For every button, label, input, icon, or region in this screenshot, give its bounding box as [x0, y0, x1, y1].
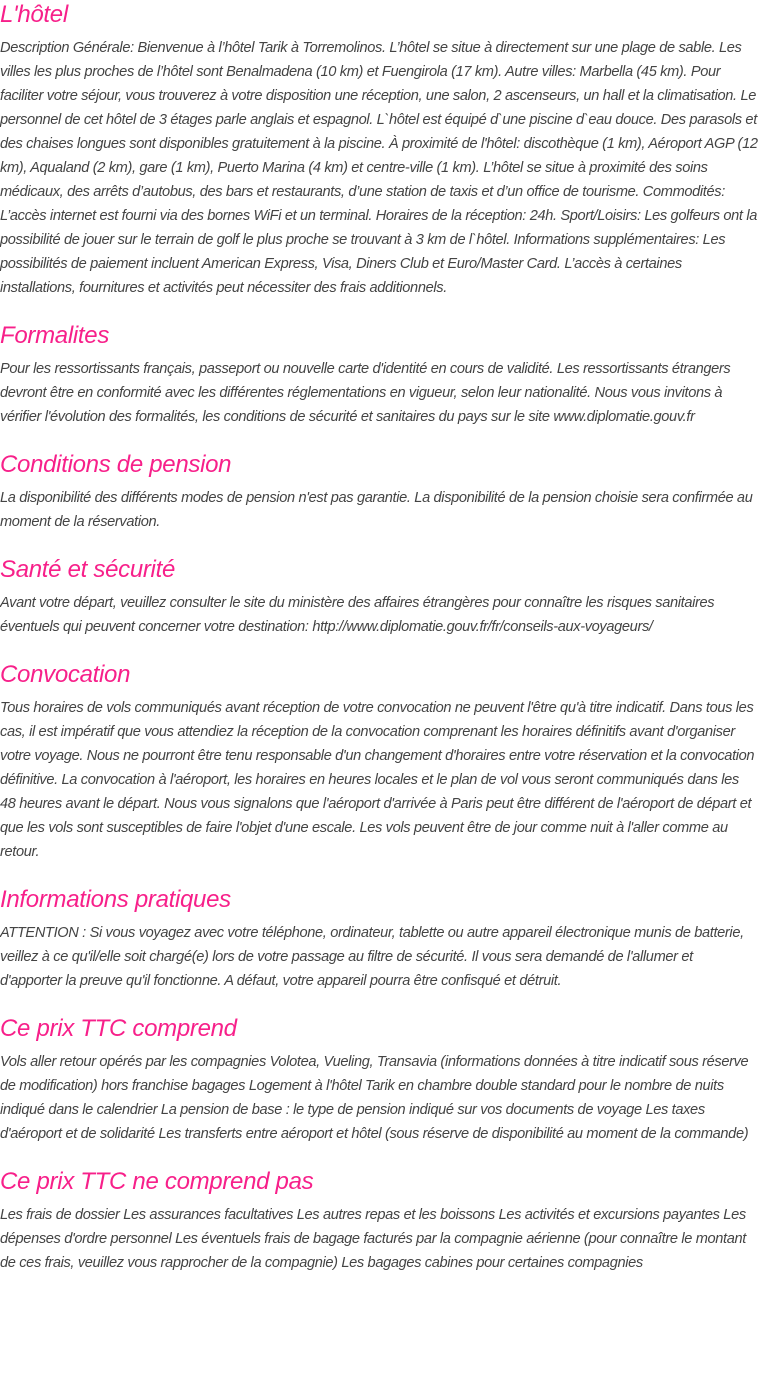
section-title-sante-securite: Santé et sécurité — [0, 556, 176, 583]
section-body-prix-comprend: Vols aller retour opérés par les compagnies Volotea, Vueling, Transavia (informations données à titre indicatif sous réserve de modification) hors franchise bagages Logement à l'hôtel Tarik en chambre double standard pour le nombre de nuits indiqué dans le calendrier La pension de base : le type de pension indiqué sur vos documents de voyage Les taxes d'aéroport et de solidarité Les transferts entre aéroport et hôtel (sous réserve de disponibilité au moment de la commande) — [0, 1054, 749, 1142]
section-body-hotel: Description Générale: Bienvenue à l’hôtel Tarik à Torremolinos. L’hôtel se situe à directement sur une plage de sable. Les villes les plus proches de l’hôtel sont Benalmadena (10 km) et Fuengirola (17 km). Autre villes: Marbella (45 km). Pour faciliter votre séjour, vous trouverez à votre disposition une réception, une salon, 2 ascenseurs, un hall et la climatisation. Le personnel de cet hôtel de 3 étages parle anglais et espagnol. L`hôtel est équipé d`une piscine d`eau douce. Des parasols et des chaises longues sont disponibles gratuitement à la piscine. À proximité de l'hôtel: discothèque (1 km), Aéroport AGP (12 km), Aqualand (2 km), gare (1 km), Puerto Marina (4 km) et centre-ville (1 km). L’hôtel se situe à proximité des soins médicaux, des arrêts d’autobus, des bars et restaurants, d’une station de taxis et d’un office de tourisme. Commodités: L’accès internet est fourni via des bornes WiFi et un terminal. Horaires de la réception: 24h. Sport/Loisirs: Les golfeurs ont la possibilité de jouer sur le terrain de golf le plus proche se trouvant à 3 km de l`hôtel. Informations supplémentaires: Les possibilités de paiement incluent American Express, Visa, Diners Club et Euro/Master Card. L’accès à certaines installations, fournitures et activités peut nécessiter des frais additionnels. — [0, 40, 758, 296]
section-body-sante-securite: Avant votre départ, veuillez consulter le site du ministère des affaires étrangères pour connaître les risques sanitaires éventuels qui peuvent concerner votre destination: http://www.diplomatie.gouv.fr/fr/conseils-aux-voyageurs/ — [0, 595, 715, 635]
section-conditions-pension — [0, 450, 758, 534]
section-formalites — [0, 321, 758, 429]
section-body-prix-ne-comprend-pas: Les frais de dossier Les assurances facultatives Les autres repas et les boissons Les activités et excursions payantes Les dépenses d'ordre personnel Les éventuels frais de bagage facturés par la compagnie aérienne (pour connaître le montant de ces frais, veuillez vous rapprocher de la compagnie) Les bagages cabines pour certaines compagnies — [0, 1207, 747, 1271]
section-title-formalites: Formalites — [0, 322, 110, 349]
section-title-conditions-pension: Conditions de pension — [0, 451, 232, 478]
section-body-informations-pratiques: ATTENTION : Si vous voyagez avec votre téléphone, ordinateur, tablette ou autre appareil électronique munis de batterie, veillez à ce qu'il/elle soit chargé(e) lors de votre passage au filtre de sécurité. Il vous sera demandé de l'allumer et d'apporter la preuve qu'il fonctionne. A défaut, votre appareil pourra être confisqué et détruit. — [0, 925, 744, 989]
section-title-informations-pratiques: Informations pratiques — [0, 886, 231, 913]
section-title-hotel: L'hôtel — [0, 1, 68, 28]
section-convocation — [0, 660, 758, 864]
section-sante-securite — [0, 555, 758, 639]
section-prix-comprend — [0, 1014, 758, 1146]
section-title-prix-comprend: Ce prix TTC comprend — [0, 1015, 237, 1042]
section-body-conditions-pension: La disponibilité des différents modes de pension n'est pas garantie. La disponibilité de la pension choisie sera confirmée au moment de la réservation. — [0, 490, 753, 530]
section-informations-pratiques — [0, 885, 758, 993]
section-title-convocation: Convocation — [0, 661, 131, 688]
section-hotel — [0, 0, 758, 300]
section-body-formalites: Pour les ressortissants français, passeport ou nouvelle carte d'identité en cours de validité. Les ressortissants étrangers devront être en conformité avec les différentes réglementations en vigueur, selon leur nationalité. Nous vous invitons à vérifier l'évolution des formalités, les conditions de sécurité et sanitaires du pays sur le site www.diplomatie.gouv.fr — [0, 361, 731, 425]
section-title-prix-ne-comprend-pas: Ce prix TTC ne comprend pas — [0, 1168, 314, 1195]
section-prix-ne-comprend-pas — [0, 1167, 758, 1275]
section-body-convocation: Tous horaires de vols communiqués avant réception de votre convocation ne peuvent l'être qu'à titre indicatif. Dans tous les cas, il est impératif que vous attendiez la réception de la convocation comprenant les horaires définitifs avant d'organiser votre voyage. Nous ne pourront être tenu responsable d'un changement d'horaires entre votre réservation et la convocation définitive. La convocation à l'aéroport, les horaires en heures locales et le plan de vol vous seront communiqués dans les 48 heures avant le départ. Nous vous signalons que l'aéroport d'arrivée à Paris peut être différent de l'aéroport de départ et que les vols sont susceptibles de faire l'objet d'une escale. Les vols peuvent être de jour comme nuit à l'aller comme au retour. — [0, 700, 755, 860]
